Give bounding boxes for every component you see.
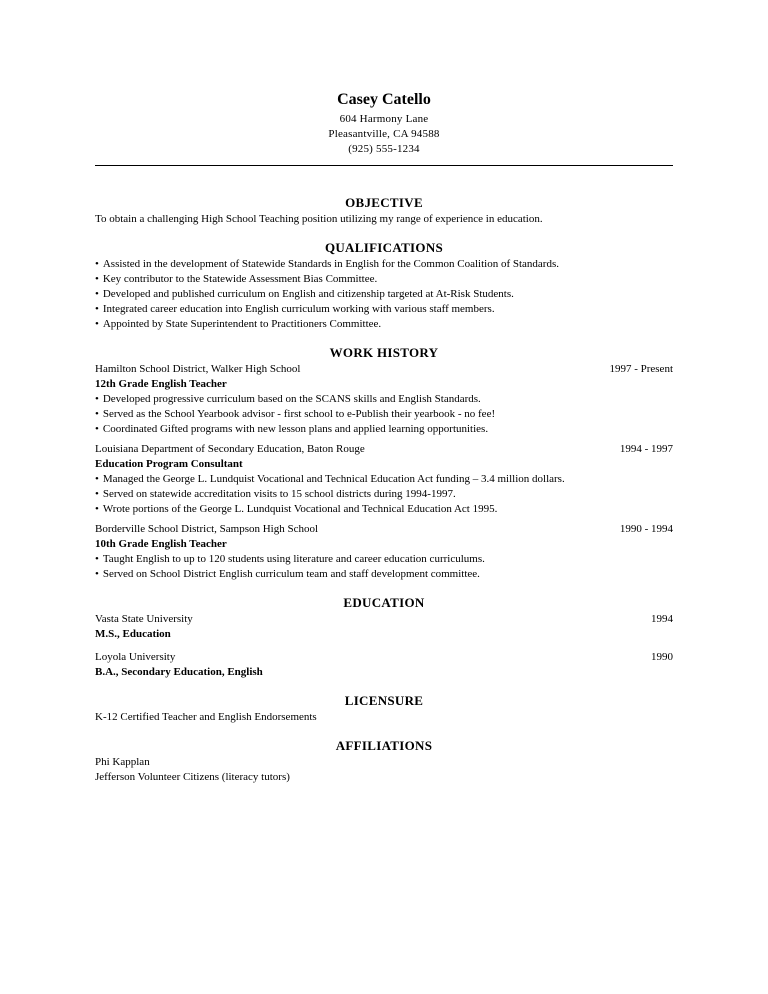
- qualification-item: • Integrated career education into English curriculum working with various staff members.: [95, 302, 673, 317]
- qualification-item: • Developed and published curriculum on English and citizenship targeted at At-Risk Students.: [95, 287, 673, 302]
- education-header: [95, 650, 673, 665]
- job-dates: 1997 - Present: [609, 363, 673, 375]
- job-employer: Louisiana Department of Secondary Education, Baton Rouge: [95, 443, 365, 455]
- job-duty: • Taught English to up to 120 students using literature and career education curriculums.: [95, 552, 673, 567]
- qualifications-list: [95, 257, 673, 332]
- job-position: 10th Grade English Teacher: [95, 538, 227, 550]
- school-name: Loyola University: [95, 651, 176, 663]
- objective-section: [95, 194, 673, 227]
- job-employer: Hamilton School District, Walker High School: [95, 363, 301, 375]
- school-name: Vasta State University: [95, 613, 193, 625]
- job-position: Education Program Consultant: [95, 458, 243, 470]
- city-line: Pleasantville, CA 94588: [328, 128, 440, 140]
- job-duties: [95, 392, 673, 437]
- education-section: [95, 594, 673, 680]
- job-header: [95, 442, 673, 457]
- objective-heading: OBJECTIVE: [345, 195, 423, 210]
- job-duty: • Served on School District English curriculum team and staff development committee.: [95, 567, 673, 582]
- qualification-item: • Assisted in the development of Statewide Standards in English for the Common Coalition of Standards.: [95, 257, 673, 272]
- job-duty: • Served as the School Yearbook advisor - first school to e-Publish their yearbook - no fee!: [95, 407, 673, 422]
- job-entry: [95, 362, 673, 437]
- affiliation-item: Phi Kapplan: [95, 756, 150, 768]
- affiliations-heading: AFFILIATIONS: [335, 738, 433, 753]
- objective-text: To obtain a challenging High School Teaching position utilizing my range of experience in education.: [95, 213, 543, 225]
- work-history-heading: WORK HISTORY: [329, 345, 439, 360]
- job-duty: • Managed the George L. Lundquist Vocational and Technical Education Act funding – 3.4 million dollars.: [95, 472, 673, 487]
- licensure-section: [95, 692, 673, 725]
- affiliations-section: [95, 737, 673, 785]
- licensure-heading: LICENSURE: [344, 693, 424, 708]
- qualifications-heading: QUALIFICATIONS: [324, 240, 444, 255]
- job-dates: 1994 - 1997: [619, 443, 673, 455]
- candidate-name: Casey Catello: [337, 91, 431, 108]
- education-heading: EDUCATION: [343, 595, 425, 610]
- job-duty: • Wrote portions of the George L. Lundquist Vocational and Technical Education Act 1995.: [95, 502, 673, 517]
- graduation-year: 1994: [651, 613, 673, 625]
- degree: M.S., Education: [95, 628, 171, 640]
- job-entry: [95, 522, 673, 582]
- licensure-text: K-12 Certified Teacher and English Endorsements: [95, 711, 317, 723]
- job-employer: Borderville School District, Sampson High School: [95, 523, 319, 535]
- graduation-year: 1990: [651, 651, 673, 663]
- qualification-item: • Appointed by State Superintendent to Practitioners Committee.: [95, 317, 673, 332]
- education-header: [95, 612, 673, 627]
- degree: B.A., Secondary Education, English: [95, 666, 263, 678]
- work-history-section: [95, 344, 673, 582]
- qualifications-section: [95, 239, 673, 332]
- affiliation-item: Jefferson Volunteer Citizens (literacy tutors): [95, 771, 290, 783]
- phone-line: (925) 555-1234: [348, 143, 420, 155]
- job-duties: [95, 472, 673, 517]
- resume-page: [95, 90, 673, 785]
- job-header: [95, 522, 673, 537]
- job-duty: • Coordinated Gifted programs with new lesson plans and applied learning opportunities.: [95, 422, 673, 437]
- address-line: 604 Harmony Lane: [339, 113, 429, 125]
- education-entry: [95, 612, 673, 642]
- header-divider: [95, 165, 673, 166]
- job-entry: [95, 442, 673, 517]
- job-duties: [95, 552, 673, 582]
- job-dates: 1990 - 1994: [619, 523, 673, 535]
- job-header: [95, 362, 673, 377]
- job-duty: • Developed progressive curriculum based on the SCANS skills and English Standards.: [95, 392, 673, 407]
- job-position: 12th Grade English Teacher: [95, 378, 227, 390]
- education-entry: [95, 650, 673, 680]
- resume-header: [95, 90, 673, 157]
- qualification-item: • Key contributor to the Statewide Assessment Bias Committee.: [95, 272, 673, 287]
- job-duty: • Served on statewide accreditation visits to 15 school districts during 1994-1997.: [95, 487, 673, 502]
